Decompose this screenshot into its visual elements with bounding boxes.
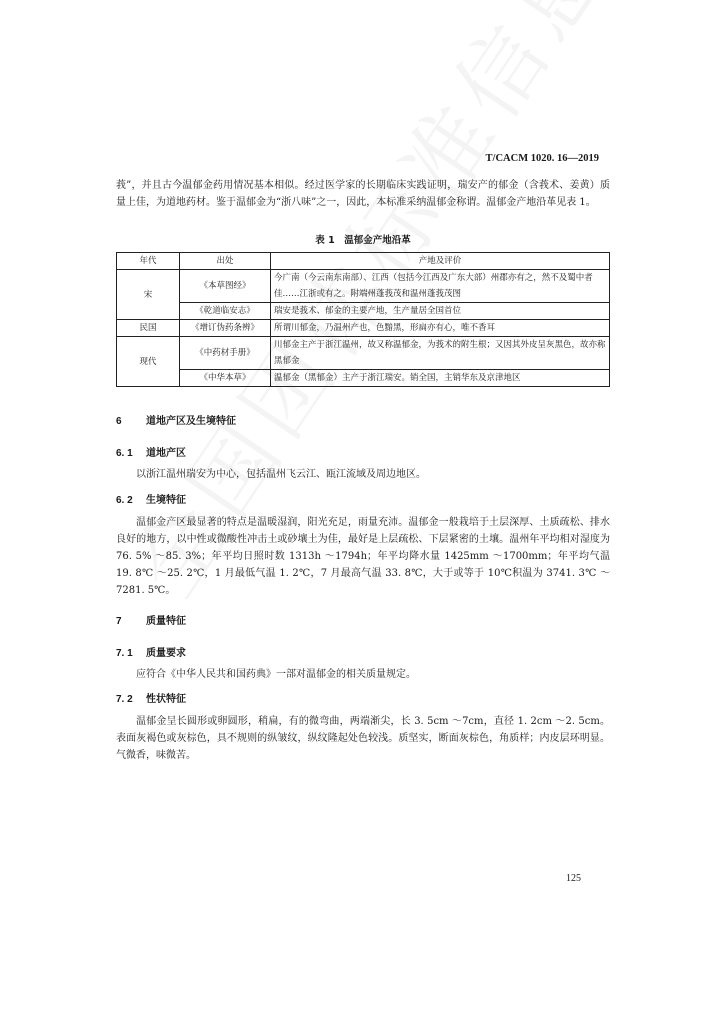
- section-number: 7: [116, 616, 122, 627]
- source-cell: 《中华本草》: [180, 370, 271, 387]
- table-caption: 表 1 温郁金产地沿革: [315, 235, 411, 246]
- section-number: 6. 1: [116, 448, 133, 459]
- section-title: 道地产区及生境特征: [146, 416, 236, 427]
- document-number: T/CACM 1020. 16—2019: [485, 153, 599, 164]
- section-6-2-heading: [116, 491, 186, 506]
- section-7-1-heading: [116, 644, 186, 659]
- table-header-row: [117, 253, 610, 270]
- desc-cell: 所谓川郁金，乃温州产也，色黯黑，形扁亦有心，唯不香耳: [271, 320, 610, 337]
- section-number: 6. 2: [116, 495, 133, 506]
- header-era: 年代: [117, 253, 180, 270]
- source-cell: 《乾道临安志》: [180, 303, 271, 320]
- header-source: 出处: [180, 253, 271, 270]
- origin-table: [116, 252, 610, 387]
- section-6-2-text: 温郁金产区最显著的特点是温暖湿润，阳光充足，雨量充沛。温郁金一般栽培于土层深厚、土质疏松、排水良好的地方，以中性或微酸性冲击土或砂壤土为佳，最好是上层疏松、下层紧密的土壤。温州年平均相对湿度为 76. 5% ～85. 3%；年平均日照时数 1313h ～1794h；年平均降水量 1425mm ～1700mm；年平均气温 19. 8℃ ～25. 2℃，1 月最低气温 1. 2℃，7 月最高气温 33. 8℃，大于或等于 10℃积温为 3741. 3℃ ～7281. 5℃。: [116, 517, 610, 596]
- era-cell: 宋: [117, 270, 180, 320]
- desc-cell: 川郁金主产于浙江温州，故又称温郁金，为莪术的附生根；又因其外皮呈灰黑色，故亦称黑郁金: [271, 337, 610, 370]
- table-row: [117, 270, 610, 303]
- section-title: 性状特征: [146, 694, 186, 705]
- table-row: [117, 337, 610, 370]
- section-title: 质量要求: [146, 648, 186, 659]
- table-row: [117, 303, 610, 320]
- source-cell: 《增订伪药条辨》: [180, 320, 271, 337]
- page-number: 125: [566, 873, 581, 884]
- table-row: [117, 370, 610, 387]
- intro-paragraph: 莪”，并且古今温郁金药用情况基本相似。经过医学家的长期临床实践证明，瑞安产的郁金（含莪术、姜黄）质量上佳，为道地药材。鉴于温郁金为“浙八味”之一，因此，本标准采纳温郁金称谓。温郁金产地沿革见表 1。: [116, 180, 610, 208]
- section-number: 6: [116, 416, 122, 427]
- section-title: 质量特征: [146, 616, 186, 627]
- table-row: [117, 320, 610, 337]
- source-cell: 《本草图经》: [180, 270, 271, 303]
- era-cell: 现代: [117, 337, 180, 387]
- section-7-2-text: 温郁金呈长圆形或卵圆形，稍扁，有的微弯曲，两端渐尖，长 3. 5cm ～7cm，直径 1. 2cm ～2. 5cm。表面灰褐色或灰棕色，具不规则的纵皱纹，纵纹隆起处色较浅。质坚实，断面灰棕色，角质样；内皮层环明显。气微香，味微苦。: [116, 716, 610, 761]
- section-7-heading: [116, 612, 186, 627]
- section-title: 道地产区: [146, 448, 186, 459]
- section-number: 7. 1: [116, 648, 133, 659]
- desc-cell: 今广南（今云南东南部）、江西（包括今江西及广东大部）州郡亦有之，然不及蜀中者佳……江浙或有之。附端州蓬莪茂和温州蓬莪茂图: [271, 270, 610, 303]
- section-6-1-text: 以浙江温州瑞安为中心，包括温州飞云江、瓯江流域及周边地区。: [136, 469, 426, 480]
- section-6-heading: [116, 412, 236, 427]
- section-6-1-heading: [116, 444, 186, 459]
- era-cell: 民国: [117, 320, 180, 337]
- section-title: 生境特征: [146, 495, 186, 506]
- header-desc: 产地及评价: [271, 253, 610, 270]
- desc-cell: 瑞安是莪术、郁金的主要产地，生产量居全国首位: [271, 303, 610, 320]
- section-7-2-heading: [116, 690, 186, 705]
- desc-cell: 温郁金（黑郁金）主产于浙江瑞安。销全国，主销华东及京津地区: [271, 370, 610, 387]
- section-number: 7. 2: [116, 694, 133, 705]
- section-7-1-text: 应符合《中华人民共和国药典》一部对温郁金的相关质量规定。: [136, 669, 416, 680]
- source-cell: 《中药材手册》: [180, 337, 271, 370]
